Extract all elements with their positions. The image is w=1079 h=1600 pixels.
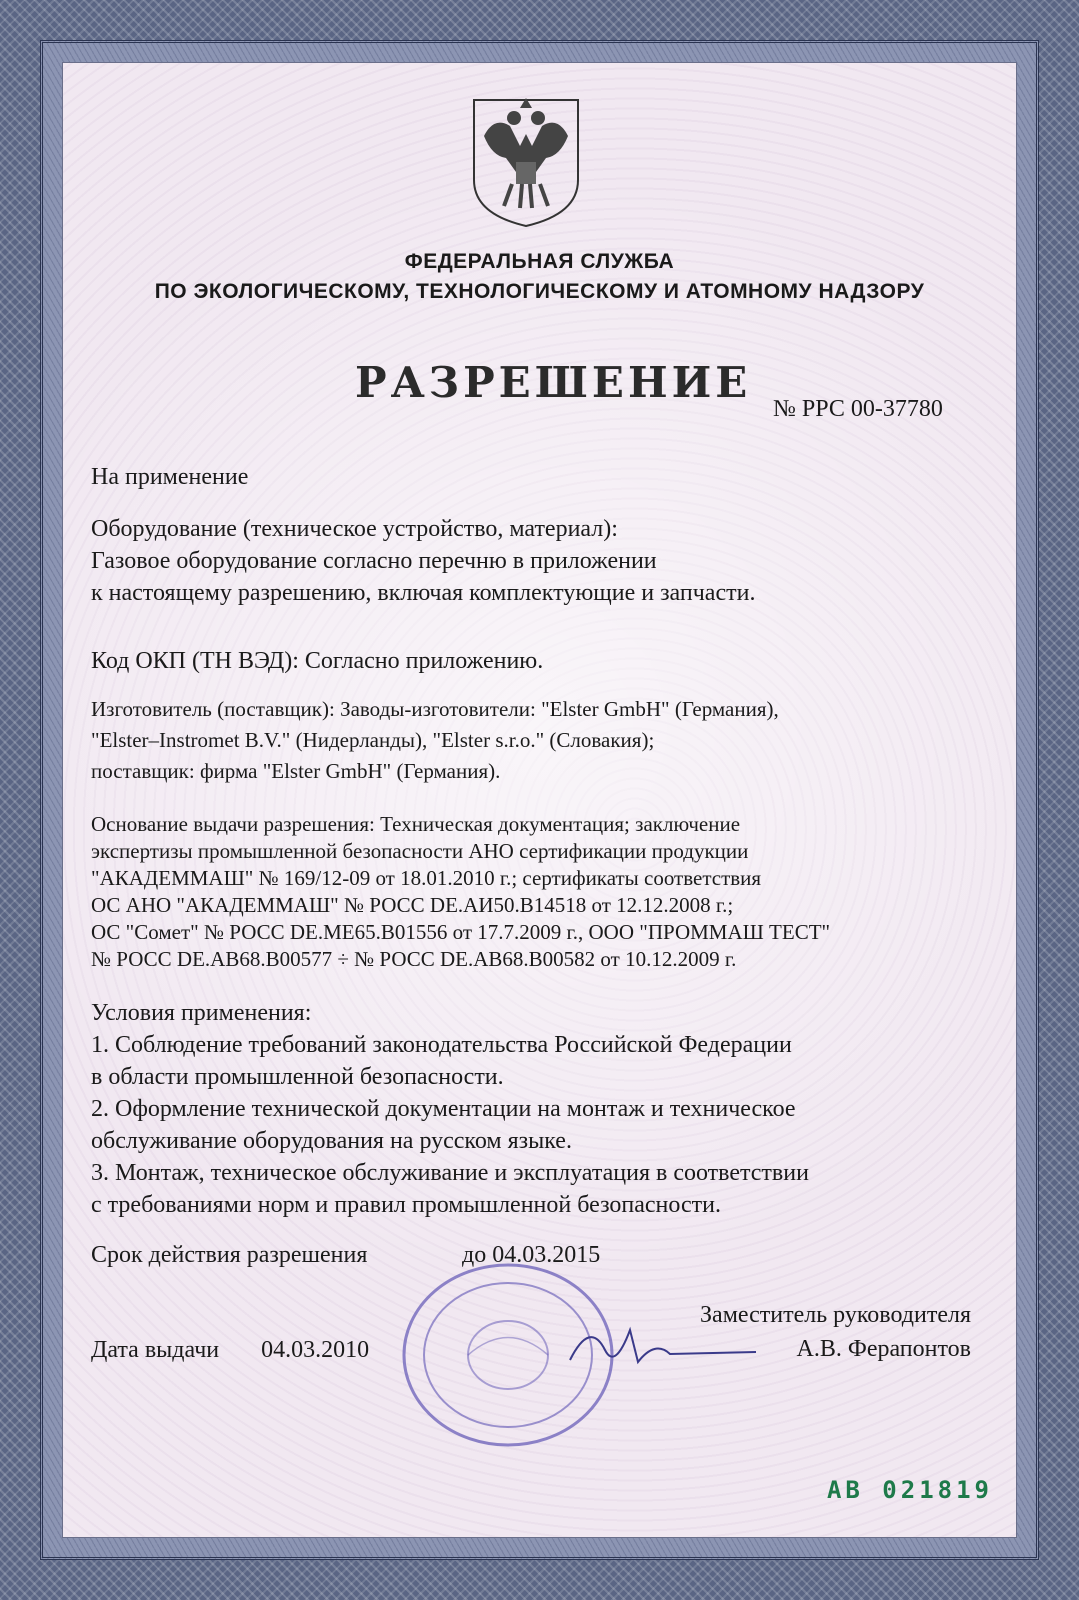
okp-code: Код ОКП (ТН ВЭД): Согласно приложению. [91, 648, 544, 674]
equipment-label: Оборудование (техническое устройство, материал): [91, 516, 618, 542]
basis-line: ОС "Сомет" № РОСС DE.МЕ65.В01556 от 17.7.2009 г., ООО "ПРОММАШ ТЕСТ" [91, 920, 831, 944]
condition-line: в области промышленной безопасности. [91, 1064, 504, 1090]
agency-name-line2: ПО ЭКОЛОГИЧЕСКОМУ, ТЕХНОЛОГИЧЕСКОМУ И АТОМНОМУ НАДЗОРУ [154, 280, 925, 303]
manufacturer-line: Изготовитель (поставщик): Заводы-изготовители: "Elster GmbH" (Германия), [91, 697, 779, 721]
basis-line: "АКАДЕММАШ" № 169/12-09 от 18.01.2010 г.; сертификаты соответствия [91, 866, 762, 890]
validity-date: до 04.03.2015 [462, 1242, 601, 1268]
issue-date-label: Дата выдачи [91, 1337, 220, 1363]
signature-block [700, 1298, 971, 1366]
conditions-label: Условия применения: [91, 1000, 312, 1026]
condition-line: 1. Соблюдение требований законодательства Российской Федерации [91, 1032, 792, 1058]
manufacturer-line: "Elster–Instromet B.V." (Нидерланды), "Elster s.r.o." (Словакия); [91, 728, 655, 752]
basis-line: Основание выдачи разрешения: Техническая документация; заключение [91, 812, 741, 836]
manufacturer-line: поставщик: фирма "Elster GmbH" (Германия). [91, 759, 501, 783]
condition-line: с требованиями норм и правил промышленной безопасности. [91, 1192, 721, 1218]
basis-line: экспертизы промышленной безопасности АНО сертификации продукции [91, 839, 749, 863]
purpose-text: На применение [91, 464, 249, 490]
document-title: РАЗРЕШЕНИЕ [355, 358, 752, 407]
basis-line: ОС АНО "АКАДЕММАШ" № РОСС DE.АИ50.В14518 от 12.12.2008 г.; [91, 893, 734, 917]
signer-name: А.В. Ферапонтов [796, 1336, 971, 1362]
equipment-line: к настоящему разрешению, включая комплектующие и запчасти. [91, 580, 756, 606]
condition-line: обслуживание оборудования на русском языке. [91, 1128, 572, 1154]
condition-line: 3. Монтаж, техническое обслуживание и эксплуатация в соответствии [91, 1160, 809, 1186]
coat-of-arms-icon [470, 96, 582, 228]
issue-date: 04.03.2010 [261, 1337, 370, 1363]
issue-date-row [91, 1337, 369, 1364]
condition-line: 2. Оформление технической документации на монтаж и техническое [91, 1096, 796, 1122]
permit-number: № РРС 00-37780 [773, 396, 943, 422]
validity-label: Срок действия разрешения [91, 1242, 368, 1268]
serial-number: АВ 021819 [826, 1476, 993, 1504]
signer-title: Заместитель руководителя [700, 1302, 971, 1328]
agency-name-line1: ФЕДЕРАЛЬНАЯ СЛУЖБА [404, 250, 675, 273]
equipment-line: Газовое оборудование согласно перечню в приложении [91, 548, 657, 574]
basis-line: № РОСС DE.АВ68.В00577 ÷ № РОСС DE.АВ68.В00582 от 10.12.2009 г. [91, 947, 737, 971]
